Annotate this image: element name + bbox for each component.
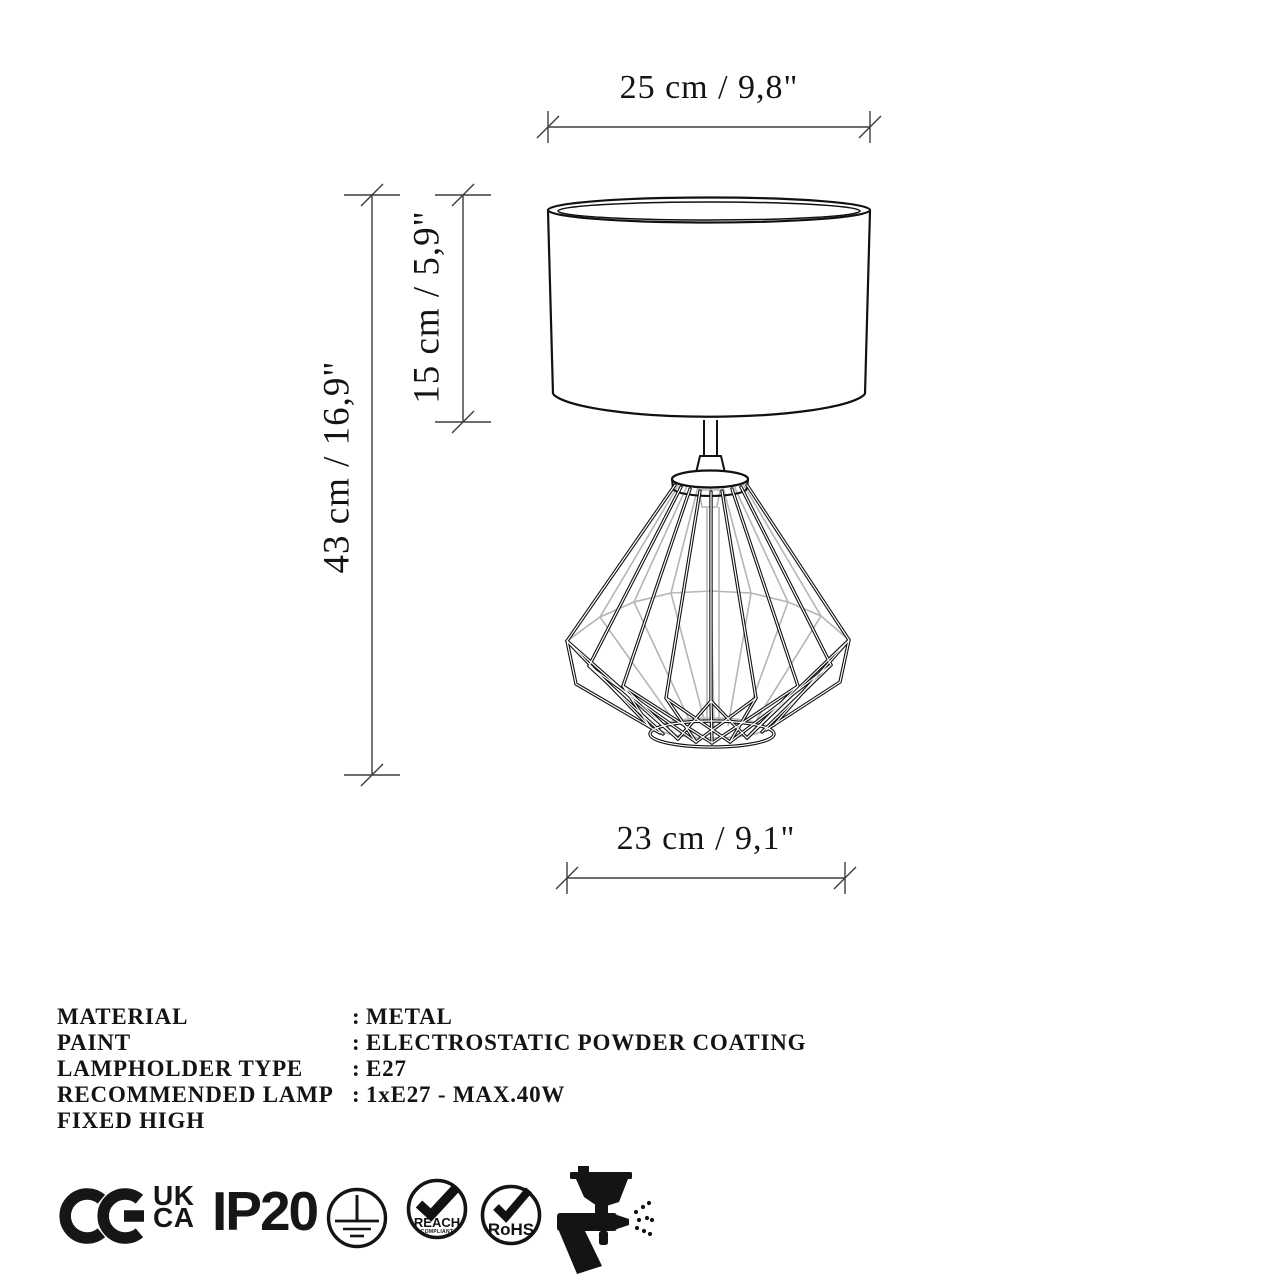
spec-row-fixed-high <box>57 1108 806 1134</box>
spec-row-recommended-lamp <box>57 1082 806 1108</box>
spec-value: 1xE27 - MAX.40W <box>366 1082 566 1107</box>
spec-value: ELECTROSTATIC POWDER COATING <box>366 1030 807 1055</box>
paint-spray-gun-icon <box>557 1166 654 1274</box>
spec-row-paint <box>57 1030 806 1056</box>
spec-colon: : <box>352 1030 361 1055</box>
dimension-line-shade-diameter <box>537 111 881 143</box>
total-height-label: 43 cm / 16,9" <box>316 360 358 574</box>
spec-row-material <box>57 1004 806 1030</box>
base-diameter-label: 23 cm / 9,1" <box>616 820 796 857</box>
shade-height-label: 15 cm / 5,9" <box>406 210 448 404</box>
wire-cage-back <box>567 484 849 738</box>
spec-colon: : <box>352 1056 361 1081</box>
lamp-shade <box>548 198 870 417</box>
table-lamp-drawing <box>548 198 870 748</box>
spec-label: RECOMMENDED LAMP <box>57 1082 334 1107</box>
spec-label: FIXED HIGH <box>57 1108 205 1133</box>
spec-colon: : <box>352 1004 361 1029</box>
ip20-rating: IP20 <box>212 1180 318 1242</box>
lamp-stem <box>695 420 726 477</box>
reach-label: REACH <box>413 1215 461 1230</box>
dimension-line-base-diameter <box>556 862 856 894</box>
spec-value: METAL <box>366 1004 453 1029</box>
ce-mark-icon <box>65 1194 144 1238</box>
spec-label: PAINT <box>57 1030 131 1055</box>
spec-row-lampholder-type <box>57 1056 806 1082</box>
reach-sublabel: COMPLIANT <box>420 1229 454 1235</box>
spec-colon: : <box>352 1082 361 1107</box>
rohs-label: RoHS <box>487 1220 535 1239</box>
spec-value: E27 <box>366 1056 407 1081</box>
spec-label: LAMPHOLDER TYPE <box>57 1056 304 1081</box>
ukca-line2: CA <box>153 1202 195 1233</box>
shade-diameter-label: 25 cm / 9,8" <box>619 69 799 106</box>
ukca-line1: UK <box>153 1180 195 1211</box>
spec-label: MATERIAL <box>57 1004 189 1029</box>
protective-earth-icon <box>329 1190 386 1247</box>
ukca-mark <box>153 1180 195 1233</box>
wire-cage <box>567 485 849 747</box>
spec-list <box>57 1004 806 1134</box>
